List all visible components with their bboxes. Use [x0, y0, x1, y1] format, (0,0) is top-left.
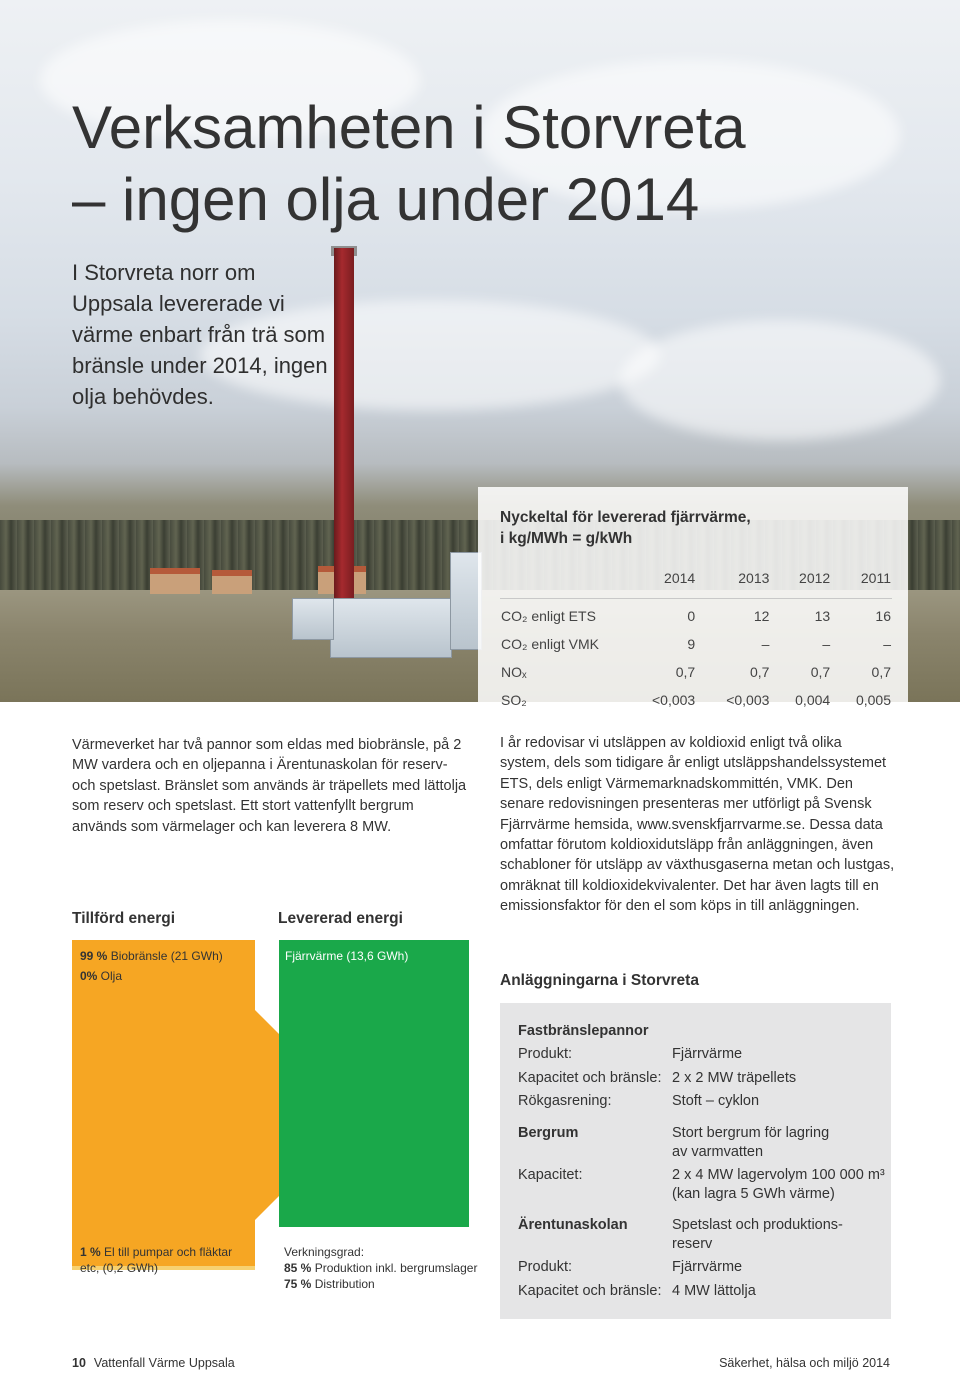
- arentuna-capacity-label: Kapacitet och bränsle:: [518, 1283, 662, 1299]
- arentuna-product-value: Fjärrvärme: [672, 1259, 743, 1275]
- row-label: CO₂ enligt ETS: [501, 608, 596, 624]
- rock-cavern-desc-line2: av varmvatten: [672, 1144, 764, 1160]
- table-header-year: 2012: [770, 563, 831, 599]
- table-cell: 0,7: [810, 664, 831, 680]
- rock-cavern-capacity-line2: (kan lagra 5 GWh värme): [672, 1186, 835, 1202]
- oil-text: Olja: [97, 969, 123, 983]
- house: [212, 570, 252, 594]
- oil-label: [80, 968, 122, 984]
- biofuel-label: [80, 948, 223, 964]
- rock-cavern-capacity-line1: 2 x 4 MW lagervolym 100 000 m³: [672, 1167, 885, 1183]
- flue-gas-value: Stoft – cyklon: [672, 1093, 760, 1109]
- solid-fuel-capacity-value: 2 x 2 MW träpellets: [672, 1070, 797, 1086]
- intro-text: I Storvreta norr om Uppsala levererade vi värme enbart från trä som bränsle under 2014, ingen olja behövdes.: [72, 260, 328, 409]
- table-row: [500, 630, 892, 658]
- table-cell: 0,004: [795, 692, 831, 708]
- efficiency-label: [284, 1244, 484, 1292]
- table-cell: –: [883, 636, 891, 652]
- table-cell: 13: [814, 608, 831, 624]
- energy-flow-diagram: [72, 940, 472, 1270]
- row-label: SO₂: [501, 692, 527, 708]
- key-figures-table: [500, 563, 892, 714]
- table-row: [500, 658, 892, 686]
- table-row: [500, 599, 892, 631]
- table-header-row: [500, 563, 892, 599]
- table-header-empty: [500, 563, 622, 599]
- publisher-name: Vattenfall Värme Uppsala: [93, 1356, 235, 1370]
- electricity-percent: 1 %: [80, 1245, 101, 1259]
- boiler-container: [292, 598, 334, 640]
- table-cell: –: [822, 636, 831, 652]
- table-cell: 0,005: [855, 692, 891, 708]
- table-cell: 16: [875, 608, 891, 624]
- row-label: NOₓ: [501, 664, 527, 680]
- table-cell: 0: [687, 608, 696, 624]
- page-title-line2: – ingen olja under 2014: [72, 166, 700, 233]
- plants-heading: Anläggningarna i Storvreta: [500, 972, 699, 989]
- table-cell: <0,003: [651, 692, 696, 708]
- key-figures-box: [478, 487, 908, 708]
- solid-fuel-capacity-label: Kapacitet och bränsle:: [518, 1070, 662, 1086]
- table-cell: <0,003: [726, 692, 770, 708]
- emissions-description: I år redovisar vi utsläppen av koldioxid enligt två olika system, dels som tidigare år enligt utsläppshandelssystemet ETS, dels enligt Värmemarknadskommittén, VMK. Den senare redovisningen presenteras mer utförligt på Svensk Fjärrvärme hemsida, www.svenskfjarrvarme.se. Dessa data omfattar förutom koldioxidutsläpp från anläggningen, även schabloner för utsläpp av växthusgaserna metan och lustgas, omräknat till koldioxidekvivalenter. Det har även lagts till en emissionsfaktor för den el som köps in till anläggningen.: [500, 735, 895, 915]
- electricity-label: [80, 1244, 250, 1276]
- oil-percent: 0%: [80, 969, 98, 983]
- footer-section-title: Säkerhet, hälsa och miljö 2014: [719, 1356, 890, 1370]
- biofuel-text: Biobränsle (21 GWh): [107, 949, 223, 963]
- arentuna-desc-line2: reserv: [672, 1236, 713, 1252]
- arentuna-capacity-value: 4 MW lättolja: [672, 1283, 756, 1299]
- table-cell: 9: [687, 636, 696, 652]
- table-header-year: 2013: [696, 563, 770, 599]
- supplied-energy-flow: [72, 940, 280, 1270]
- row-label: CO₂ enligt VMK: [501, 636, 600, 652]
- table-row: [500, 686, 892, 714]
- arentuna-title: Ärentunaskolan: [518, 1217, 628, 1233]
- efficiency-distribution-text: Distribution: [311, 1277, 375, 1291]
- table-cell: 0,7: [871, 664, 891, 680]
- rock-cavern-desc-line1: Stort bergrum för lagring: [672, 1125, 830, 1141]
- footer-left: [72, 1356, 235, 1370]
- table-cell: 0,7: [749, 664, 770, 680]
- table-cell: –: [761, 636, 770, 652]
- plant-description: Värmeverket har två pannor som eldas med biobränsle, på 2 MW vardera och en oljepanna i Ärentunaskolan för reserv- och spetslast. Bränslet som används är träpellets med lättolja som reserv och spetslast. Ett stort vattenfyllt bergrum används som värmelager och kan leverera 8 MW.: [72, 737, 467, 835]
- biofuel-percent: 99 %: [80, 949, 108, 963]
- page-number: 10: [72, 1356, 86, 1370]
- supplied-energy-heading: Tillförd energi: [72, 910, 176, 927]
- arentuna-desc-line1: Spetslast och produktions-: [672, 1217, 843, 1233]
- table-cell: 12: [753, 608, 770, 624]
- plants-box: [500, 1003, 891, 1319]
- table-header-year: 2011: [831, 563, 892, 599]
- solid-fuel-boilers-title: Fastbränslepannor: [518, 1023, 649, 1039]
- flue-gas-label: Rökgasrening:: [518, 1093, 612, 1109]
- table-header-year: 2014: [622, 563, 696, 599]
- efficiency-production-text: Produktion inkl. bergrumslager: [311, 1261, 478, 1275]
- house: [150, 568, 200, 594]
- rock-cavern-capacity-label: Kapacitet:: [518, 1167, 583, 1183]
- arentuna-product-label: Produkt:: [518, 1259, 572, 1275]
- efficiency-production-percent: 85 %: [284, 1261, 312, 1275]
- table-cell: 0,7: [675, 664, 696, 680]
- key-figures-heading-line2: i kg/MWh = g/kWh: [500, 530, 633, 547]
- rock-cavern-title: Bergrum: [518, 1125, 579, 1141]
- efficiency-title: Verkningsgrad:: [284, 1245, 365, 1259]
- efficiency-distribution-percent: 75 %: [284, 1277, 312, 1291]
- page-title: [72, 92, 746, 236]
- delivered-energy-flow: [279, 940, 469, 1227]
- key-figures-heading: [500, 507, 888, 549]
- solid-fuel-product-value: Fjärrvärme: [672, 1046, 743, 1062]
- boiler-container: [330, 598, 452, 658]
- solid-fuel-product-label: Produkt:: [518, 1046, 572, 1062]
- electricity-text: El till pumpar och fläktar etc, (0,2 GWh): [80, 1245, 233, 1275]
- district-heating-label: Fjärrvärme (13,6 GWh): [285, 949, 409, 963]
- cloud-shape: [620, 320, 940, 440]
- key-figures-heading-line1: Nyckeltal för levererad fjärrvärme,: [500, 509, 751, 526]
- delivered-energy-heading: Levererad energi: [278, 910, 403, 927]
- chimney: [334, 248, 354, 620]
- page-title-line1: Verksamheten i Storvreta: [72, 94, 746, 161]
